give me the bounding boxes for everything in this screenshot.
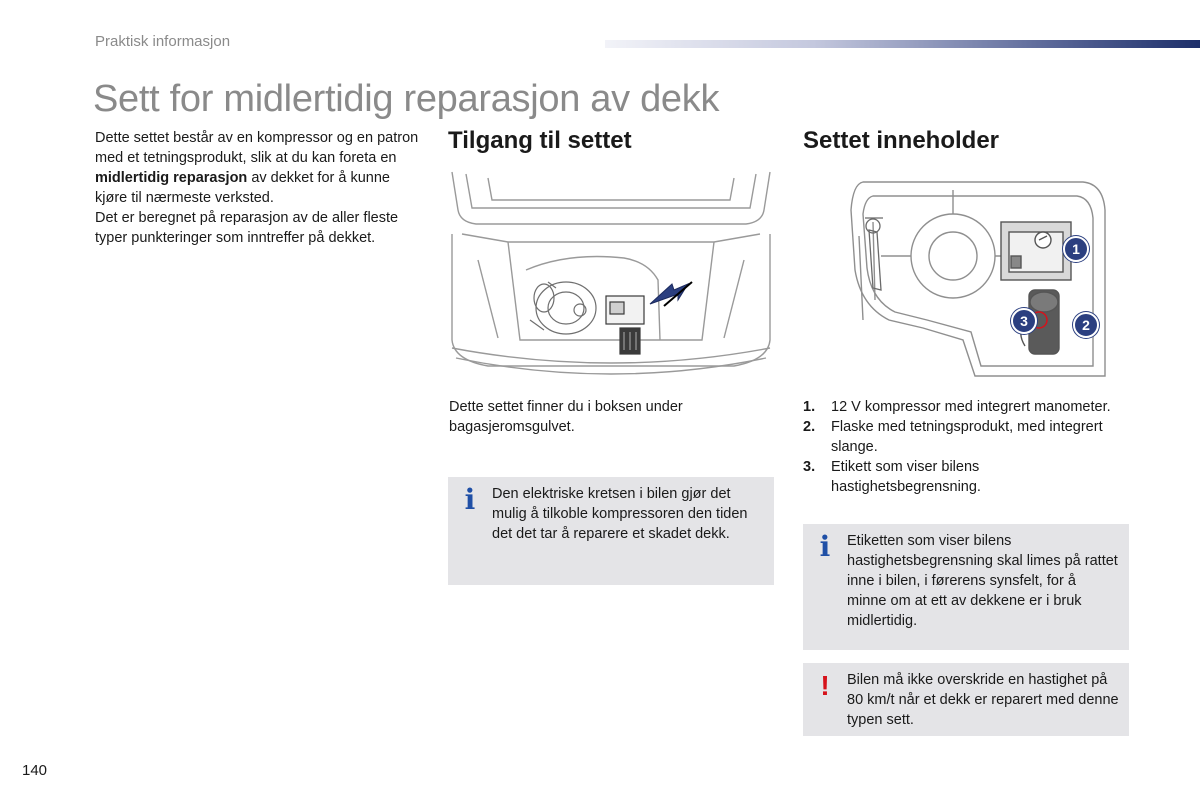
kit-drawing [803, 170, 1129, 390]
list-item-number: 3. [803, 459, 816, 475]
intro-bold-term: midlertidig reparasjon [95, 170, 248, 186]
page-number: 140 [22, 762, 48, 779]
info-icon: i [819, 530, 831, 563]
kit-illustration [803, 170, 1129, 390]
list-item-number: 2. [803, 419, 816, 435]
list-item-text: Etikett som viser bilens hastighetsbegrensning. [831, 459, 981, 495]
list-item [803, 397, 1133, 417]
contents-list [803, 397, 1133, 497]
trunk-floor-drawing [448, 170, 774, 390]
intro-text [95, 128, 425, 248]
info-box-text: Etiketten som viser bilens hastighetsbegrensning skal limes på rattet inne i bilen, i førerens synsfelt, for å minne om at ett av dekkene er i bruk midlertidig. [847, 533, 1118, 629]
page-title: Sett for midlertidig reparasjon av dekk [93, 78, 720, 120]
intro-text-start: Dette settet består av en kompressor og en patron med et tetningsprodukt, slik at du kan foreta en [95, 130, 419, 166]
warning-box-speed [803, 663, 1129, 736]
info-box-circuit [448, 477, 774, 585]
intro-paragraph-1 [95, 128, 425, 208]
list-item-text: 12 V kompressor med integrert manometer. [831, 399, 1111, 415]
section-label: Praktisk informasjon [95, 33, 231, 50]
list-item [803, 417, 1133, 457]
callout-3: 3 [1011, 308, 1037, 334]
trunk-illustration [448, 170, 774, 390]
warning-icon: ! [820, 670, 830, 701]
info-box-label [803, 524, 1129, 650]
list-item-text: Flaske med tetningsprodukt, med integrert slange. [831, 419, 1103, 455]
list-item-number: 1. [803, 399, 816, 415]
intro-paragraph-2: Det er beregnet på reparasjon av de aller fleste typer punkteringer som inntreffer på dekket. [95, 210, 399, 246]
info-box-text: Den elektriske kretsen i bilen gjør det mulig å tilkoble kompressoren den tiden det det tar å reparere et skadet dekk. [492, 486, 748, 542]
access-caption: Dette settet finner du i boksen under bagasjeromsgulvet. [449, 399, 683, 435]
info-icon: i [464, 483, 476, 516]
intro-text-end: av dekket for å kunne kjøre til nærmeste verksted. [95, 170, 390, 206]
contents-heading: Settet inneholder [803, 127, 1000, 154]
header-accent-bar [605, 40, 1200, 48]
callout-1: 1 [1063, 236, 1089, 262]
warning-box-text: Bilen må ikke overskride en hastighet på 80 km/t når et dekk er reparert med denne typen sett. [847, 672, 1119, 728]
callout-2: 2 [1073, 312, 1099, 338]
access-heading: Tilgang til settet [448, 127, 632, 154]
list-item [803, 457, 1133, 497]
